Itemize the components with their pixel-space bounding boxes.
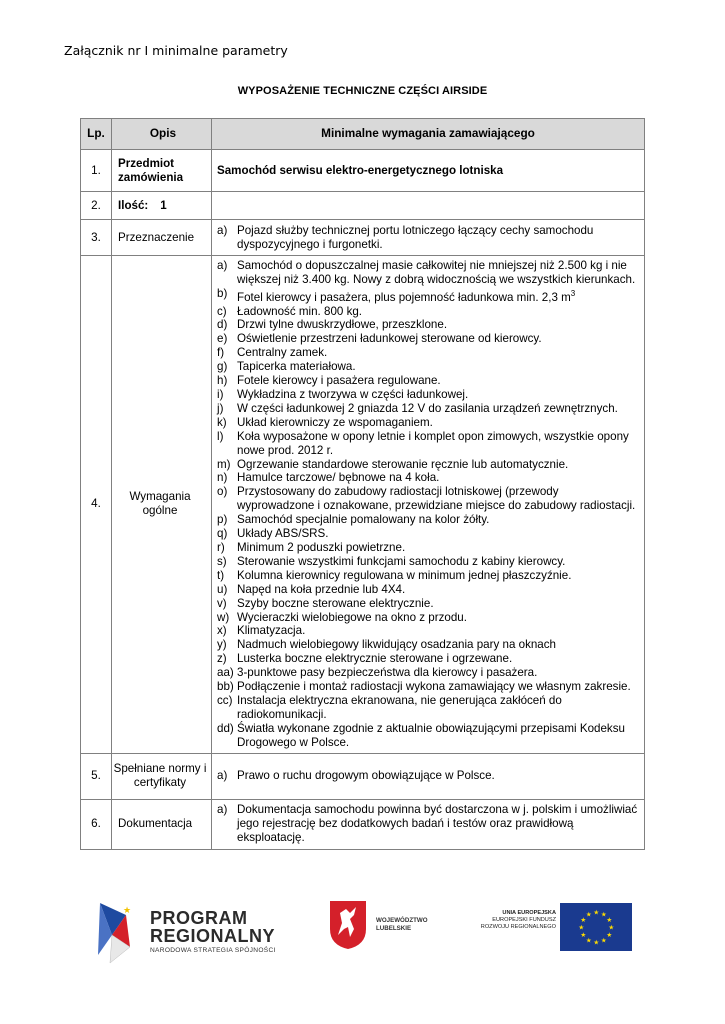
row-requirement (212, 192, 645, 220)
list-item-text: Ogrzewanie standardowe sterowanie ręcznie lub automatycznie. (237, 457, 569, 471)
list-item-text: Przystosowany do zabudowy radiostacji lotniskowej (przewody wyprowadzone i oznakowane, przewidziane miejsce do zabudowy radiostacji. (237, 485, 636, 513)
list-item-text: Pojazd służby technicznej portu lotniczego łączący cechy samochodu dyspozycyjnego i furgonetki. (237, 223, 594, 251)
attachment-note: Załącznik nr I minimalne parametry (64, 43, 288, 58)
table-row (81, 220, 645, 256)
requirement-list (217, 769, 638, 783)
list-item (217, 318, 638, 332)
row-number: 2. (81, 192, 112, 220)
header-lp: Lp. (81, 119, 112, 150)
list-item-label: t) (217, 568, 225, 582)
row-number: 3. (81, 220, 112, 256)
list-item (217, 513, 638, 527)
row-requirement (212, 220, 645, 256)
list-item-label: j) (217, 401, 224, 415)
list-item-text: Samochód specjalnie pomalowany na kolor żółty. (237, 513, 490, 527)
list-item (217, 555, 638, 569)
program-regionalny-logo-icon (96, 895, 144, 967)
list-item (217, 597, 638, 611)
footer-logos (0, 893, 725, 973)
list-item-text: Prawo o ruchu drogowym obowiązujące w Polsce. (237, 769, 495, 783)
list-item-text: Hamulce tarczowe/ bębnowe na 4 koła. (237, 471, 440, 485)
list-item (217, 803, 638, 845)
row-requirement (212, 753, 645, 799)
list-item-text: Instalacja elektryczna ekranowana, nie generująca zakłóceń do radiokomunikacji. (237, 693, 562, 721)
eu-fund-label: UNIA EUROPEJSKA EUROPEJSKI FUNDUSZ ROZWOJU REGIONALNEGO (480, 910, 556, 930)
list-item-text: Centralny zamek. (237, 346, 328, 360)
program-subtitle: NARODOWA STRATEGIA SPÓJNOŚCI (150, 947, 276, 954)
list-item-text: Lusterka boczne elektrycznie sterowane i ogrzewane. (237, 652, 513, 666)
list-item-text: Układy ABS/SRS. (237, 527, 329, 541)
list-item-label: u) (217, 582, 228, 596)
list-item-label: h) (217, 374, 228, 388)
list-item-label: aa) (217, 666, 234, 680)
row-number: 1. (81, 150, 112, 192)
list-item (217, 694, 638, 722)
list-item-label: g) (217, 360, 228, 374)
list-item-text: Koła wyposażone w opony letnie i komplet opon zimowych, wszystkie opony nowe prod. 2012 r. (237, 429, 629, 457)
list-item-text: Wycieraczki wielobiegowe na okno z przodu. (237, 610, 467, 624)
list-item (217, 666, 638, 680)
list-item-label: n) (217, 471, 228, 485)
list-item-label: a) (217, 803, 228, 817)
list-item-label: cc) (217, 693, 233, 707)
table-row (81, 256, 645, 754)
table-row (81, 799, 645, 849)
list-item-text: Drzwi tylne dwuskrzydłowe, przeszklone. (237, 318, 448, 332)
row-number: 6. (81, 799, 112, 849)
row-description: Przeznaczenie (112, 220, 212, 256)
list-item (217, 569, 638, 583)
list-item-text: Minimum 2 poduszki powietrzne. (237, 540, 406, 554)
list-item-label: bb) (217, 680, 234, 694)
list-item (217, 346, 638, 360)
eu-star-icon: ★ (580, 930, 587, 939)
list-item (217, 541, 638, 555)
list-item (217, 769, 638, 783)
list-item (217, 624, 638, 638)
list-item-text: Sterowanie wszystkimi funkcjami samochodu z kabiny kierowcy. (237, 554, 566, 568)
list-item (217, 259, 638, 287)
row-requirement (212, 799, 645, 849)
eu-flag-icon (560, 903, 632, 951)
table-row (81, 753, 645, 799)
row-description: Spełniane normy i certyfikaty (112, 753, 212, 799)
quantity-value: 1 (160, 198, 167, 212)
list-item-label: dd) (217, 721, 234, 735)
list-item-text: W części ładunkowej 2 gniazda 12 V do zasilania urządzeń zewnętrznych. (237, 401, 618, 415)
list-item-text: Ładowność min. 800 kg. (237, 304, 363, 318)
list-item-label: y) (217, 638, 227, 652)
list-item (217, 611, 638, 625)
requirement-list (217, 803, 638, 845)
list-item (217, 224, 638, 252)
list-item-text: 3-punktowe pasy bezpieczeństwa dla kierowcy i pasażera. (237, 666, 538, 680)
list-item-text: Fotel kierowcy i pasażera, plus pojemność ładunkowa min. 2,3 m (237, 290, 571, 304)
list-item-text: Szyby boczne sterowane elektrycznie. (237, 596, 434, 610)
eu-star-icon: ★ (580, 915, 587, 924)
list-item-label: m) (217, 457, 231, 471)
list-item-label: w) (217, 610, 230, 624)
superscript: 3 (570, 288, 576, 298)
list-item-text: Fotele kierowcy i pasażera regulowane. (237, 374, 441, 388)
list-item (217, 652, 638, 666)
list-item-label: a) (217, 769, 228, 783)
list-item (217, 471, 638, 485)
document-title: WYPOSAŻENIE TECHNICZNE CZĘŚCI AIRSIDE (237, 85, 488, 97)
eu-star-icon: ★ (608, 923, 615, 932)
list-item-text: Nadmuch wielobiegowy likwidujący osadzania pary na oknach (237, 638, 557, 652)
list-item (217, 583, 638, 597)
list-item-label: l) (217, 429, 224, 443)
list-item-text: Kolumna kierownicy regulowana w minimum jednej płaszczyźnie. (237, 568, 572, 582)
list-item (217, 527, 638, 541)
list-item-text: Układ kierowniczy ze wspomaganiem. (237, 415, 433, 429)
list-item-label: a) (217, 259, 228, 272)
eu-star-icon: ★ (593, 938, 600, 947)
header-opis: Opis (112, 119, 212, 150)
list-item (217, 485, 638, 513)
row-number: 4. (81, 256, 112, 754)
list-item (217, 416, 638, 430)
requirement-list (217, 224, 638, 252)
lubelskie-coat-of-arms-icon (328, 899, 368, 951)
list-item-text: Tapicerka materiałowa. (237, 360, 356, 374)
list-item-text: Światła wykonane zgodnie z aktualnie obowiązującymi przepisami Kodeksu Drogowego w Polsce. (237, 721, 625, 749)
list-item-label: b) (217, 286, 228, 300)
table-row (81, 192, 645, 220)
list-item-text: Dokumentacja samochodu powinna być dostarczona w j. polskim i umożliwiać jego rejestrację bez dodatkowych badań i testów oraz prawidłową eksploatację. (237, 803, 638, 845)
eu-star-icon: ★ (578, 923, 585, 932)
requirement-list (217, 259, 638, 750)
requirements-table (80, 118, 645, 850)
list-item-text: Wykładzina z tworzywa w części ładunkowej. (237, 388, 469, 402)
list-item (217, 638, 638, 652)
list-item (217, 374, 638, 388)
eu-star-icon: ★ (585, 936, 592, 945)
eu-star-icon: ★ (606, 930, 613, 939)
eu-star-icon: ★ (606, 915, 613, 924)
list-item-label: c) (217, 304, 227, 318)
list-item (217, 332, 638, 346)
list-item-label: k) (217, 415, 227, 429)
header-requirements: Minimalne wymagania zamawiającego (212, 119, 645, 150)
row-requirement (212, 256, 645, 754)
table-row (81, 150, 645, 192)
list-item-text: Samochód o dopuszczalnej masie całkowitej nie mniejszej niż 2.500 kg i nie większej niż 3.400 kg. Nowy z dobrą widocznością we wszystkich kierunkach. (237, 259, 636, 286)
list-item-text: Oświetlenie przestrzeni ładunkowej sterowane od kierowcy. (237, 332, 542, 346)
list-item (217, 305, 638, 319)
row-quantity (112, 192, 212, 220)
program-title: PROGRAM REGIONALNY (150, 908, 276, 946)
row-description: Dokumentacja (112, 799, 212, 849)
list-item-label: o) (217, 485, 228, 499)
row-description: Przedmiot zamówienia (112, 150, 212, 192)
list-item-label: x) (217, 624, 227, 638)
list-item (217, 680, 638, 694)
svg-text:★: ★ (123, 906, 132, 916)
list-item-label: p) (217, 513, 228, 527)
list-item-label: d) (217, 318, 228, 332)
list-item-label: s) (217, 554, 227, 568)
row-requirement: Samochód serwisu elektro-energetycznego lotniska (212, 150, 645, 192)
list-item (217, 430, 638, 458)
eu-stars-icon (560, 903, 632, 951)
list-item (217, 360, 638, 374)
list-item (217, 458, 638, 472)
eu-star-icon: ★ (600, 936, 607, 945)
list-item-label: e) (217, 332, 228, 346)
list-item (217, 287, 638, 305)
list-item-label: r) (217, 540, 225, 554)
wojewodztwo-label: WOJEWÓDZTWO LUBELSKIE (376, 917, 428, 932)
quantity-label: Ilość: (118, 198, 149, 212)
row-description: Wymagania ogólne (112, 256, 212, 754)
list-item-label: v) (217, 596, 227, 610)
list-item-text: Podłączenie i montaż radiostacji wykona zamawiający we własnym zakresie. (237, 680, 631, 694)
list-item-text: Klimatyzacja. (237, 624, 306, 638)
list-item-label: q) (217, 527, 228, 541)
eu-star-icon: ★ (600, 910, 607, 919)
table-header-row (81, 119, 645, 150)
list-item-label: a) (217, 223, 228, 237)
list-item-label: i) (217, 388, 224, 402)
list-item (217, 388, 638, 402)
list-item-label: f) (217, 346, 225, 360)
row-number: 5. (81, 753, 112, 799)
eu-star-icon: ★ (585, 910, 592, 919)
list-item-label: z) (217, 652, 227, 666)
eu-star-icon: ★ (593, 908, 600, 917)
list-item (217, 402, 638, 416)
list-item (217, 722, 638, 750)
list-item-text: Napęd na koła przednie lub 4X4. (237, 582, 406, 596)
